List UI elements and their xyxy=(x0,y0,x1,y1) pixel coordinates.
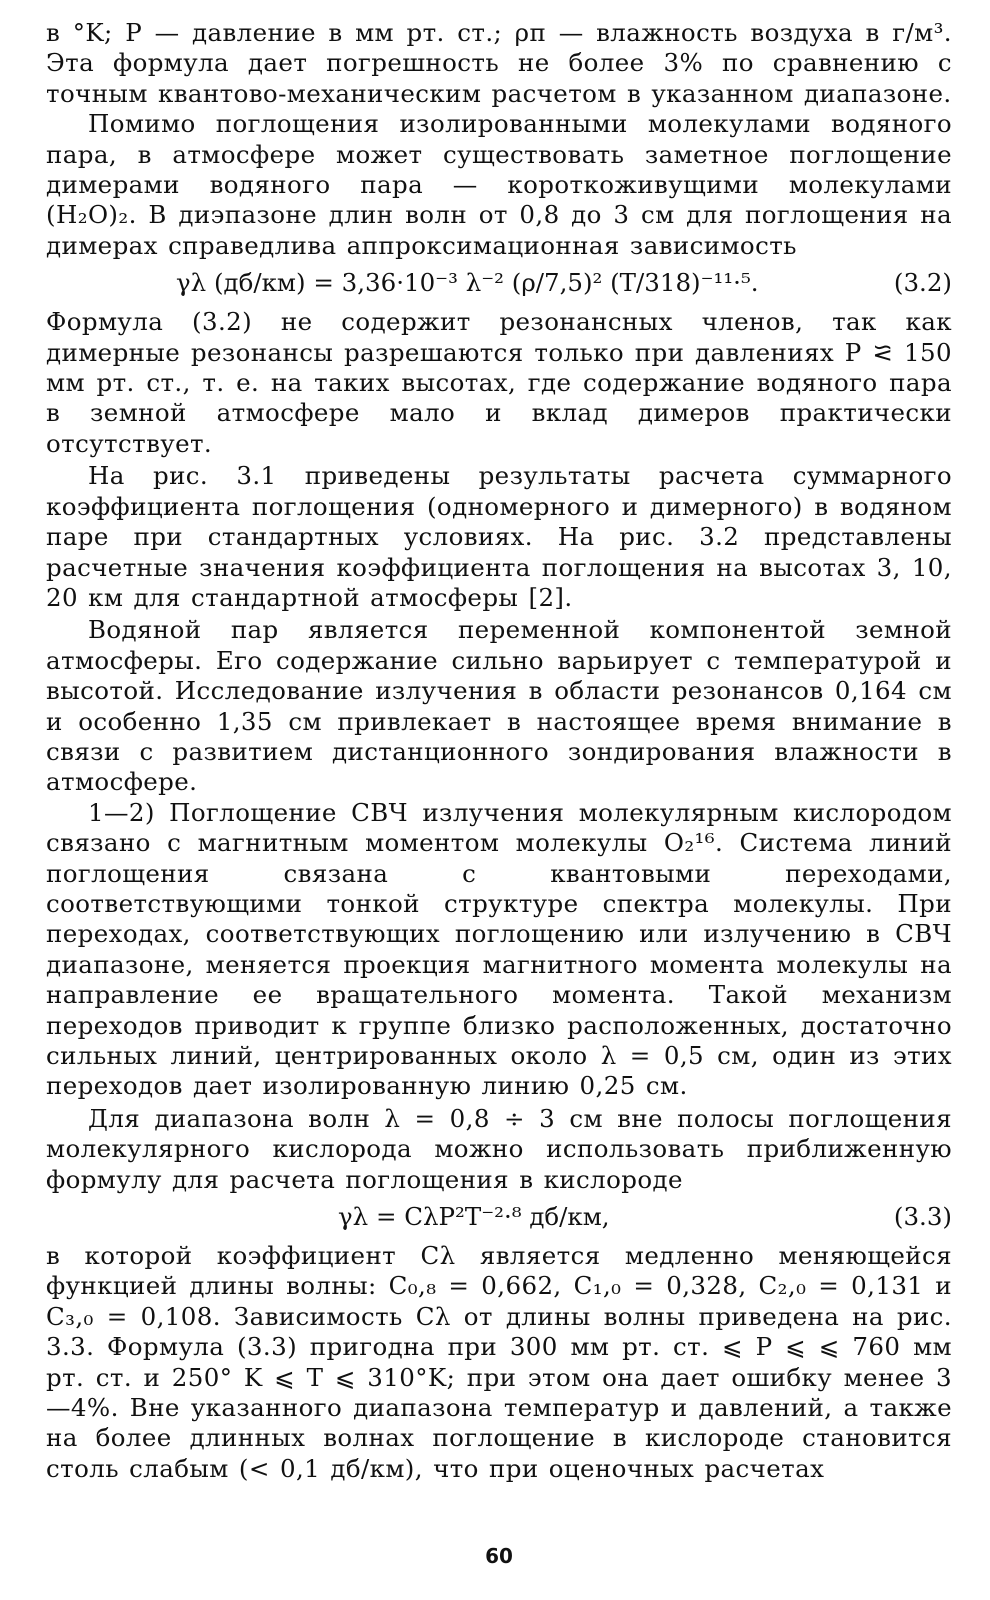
equation-3-2 xyxy=(46,265,952,301)
equation-3-3-body: γλ = CλP²T⁻²·⁸ дб/км, xyxy=(338,1202,610,1232)
equation-3-3 xyxy=(46,1199,952,1235)
equation-3-2-number: (3.2) xyxy=(893,268,952,298)
paragraph-figures: На рис. 3.1 приведены результаты расчета суммарного коэффициента поглощения (одномерного и димерного) в водяном паре при стандартных условиях. На рис. 3.2 представлены расчетные значения коэффициента поглощения на высотах 3, 10, 20 км для стандартной атмосферы [2]. xyxy=(46,461,952,612)
paragraph-oxygen: 1—2) Поглощение СВЧ излучения молекулярным кислородом связано с магнитным моментом молекулы O₂¹⁶. Система линий поглощения связана с квантовыми переходами, соответствующими тонкой структуре спектра молекулы. При переходах, соответствующих поглощению или излучению в СВЧ диапазоне, меняется проекция магнитного момента молекулы на направление ее вращательного момента. Такой механизм переходов приводит к группе близко расположенных, достаточно сильных линий, центрированных около λ = 0,5 см, один из этих переходов дает изолированную линию 0,25 см. xyxy=(46,797,952,1101)
paragraph-dimers: Помимо поглощения изолированными молекулами водяного пара, в атмосфере может существовать заметное поглощение димерами водяного пара — короткоживущими молекулами (H₂O)₂. В диэпазоне длин волн от 0,8 до 3 см для поглощения на димерах справедлива аппроксимационная зависимость xyxy=(46,109,952,260)
equation-3-2-body: γλ (дб/км) = 3,36·10⁻³ λ⁻² (ρ/7,5)² (T/318)⁻¹¹·⁵. xyxy=(176,268,759,298)
equation-3-3-number: (3.3) xyxy=(893,1202,952,1232)
paragraph-continuation: в °K; P — давление в мм рт. ст.; ρп — влажность воздуха в г/м³. Эта формула дает погрешность не более 3% по сравнению с точным квантово-механическим расчетом в указанном диапазоне. xyxy=(46,18,952,108)
page-number: 60 xyxy=(485,1544,513,1568)
paragraph-formula-3-2: Формула (3.2) не содержит резонансных членов, так как димерные резонансы разрешаются только при давлениях P ⪝ 150 мм рт. ст., т. е. на таких высотах, где содержание водяного пара в земной атмосфере мало и вклад димеров практически отсутствует. xyxy=(46,307,952,458)
paragraph-wave-range: Для диапазона волн λ = 0,8 ÷ 3 см вне полосы поглощения молекулярного кислорода можно использовать приближенную формулу для расчета поглощения в кислороде xyxy=(46,1103,952,1194)
paragraph-coefficient: в которой коэффициент Cλ является медленно меняющейся функцией длины волны: C₀,₈ = 0,662, C₁,₀ = 0,328, C₂,₀ = 0,131 и C₃,₀ = 0,108. Зависимость Cλ от длины волны приведена на рис. 3.3. Формула (3.3) пригодна при 300 мм рт. ст. ⩽ P ⩽ ⩽ 760 мм рт. ст. и 250° K ⩽ T ⩽ 310°K; при этом она дает ошибку менее 3—4%. Вне указанного диапазона температур и давлений, а также на более длинных волнах поглощение в кислороде становится столь слабым (< 0,1 дб/км), что при оценочных расчетах xyxy=(46,1241,952,1483)
paragraph-water-vapor: Водяной пар является переменной компонентой земной атмосферы. Его содержание сильно варьирует с температурой и высотой. Исследование излучения в области резонансов 0,164 см и особенно 1,35 см привлекает в настоящее время внимание в связи с развитием дистанционного зондирования влажности в атмосфере. xyxy=(46,615,952,797)
book-page xyxy=(46,18,952,1588)
